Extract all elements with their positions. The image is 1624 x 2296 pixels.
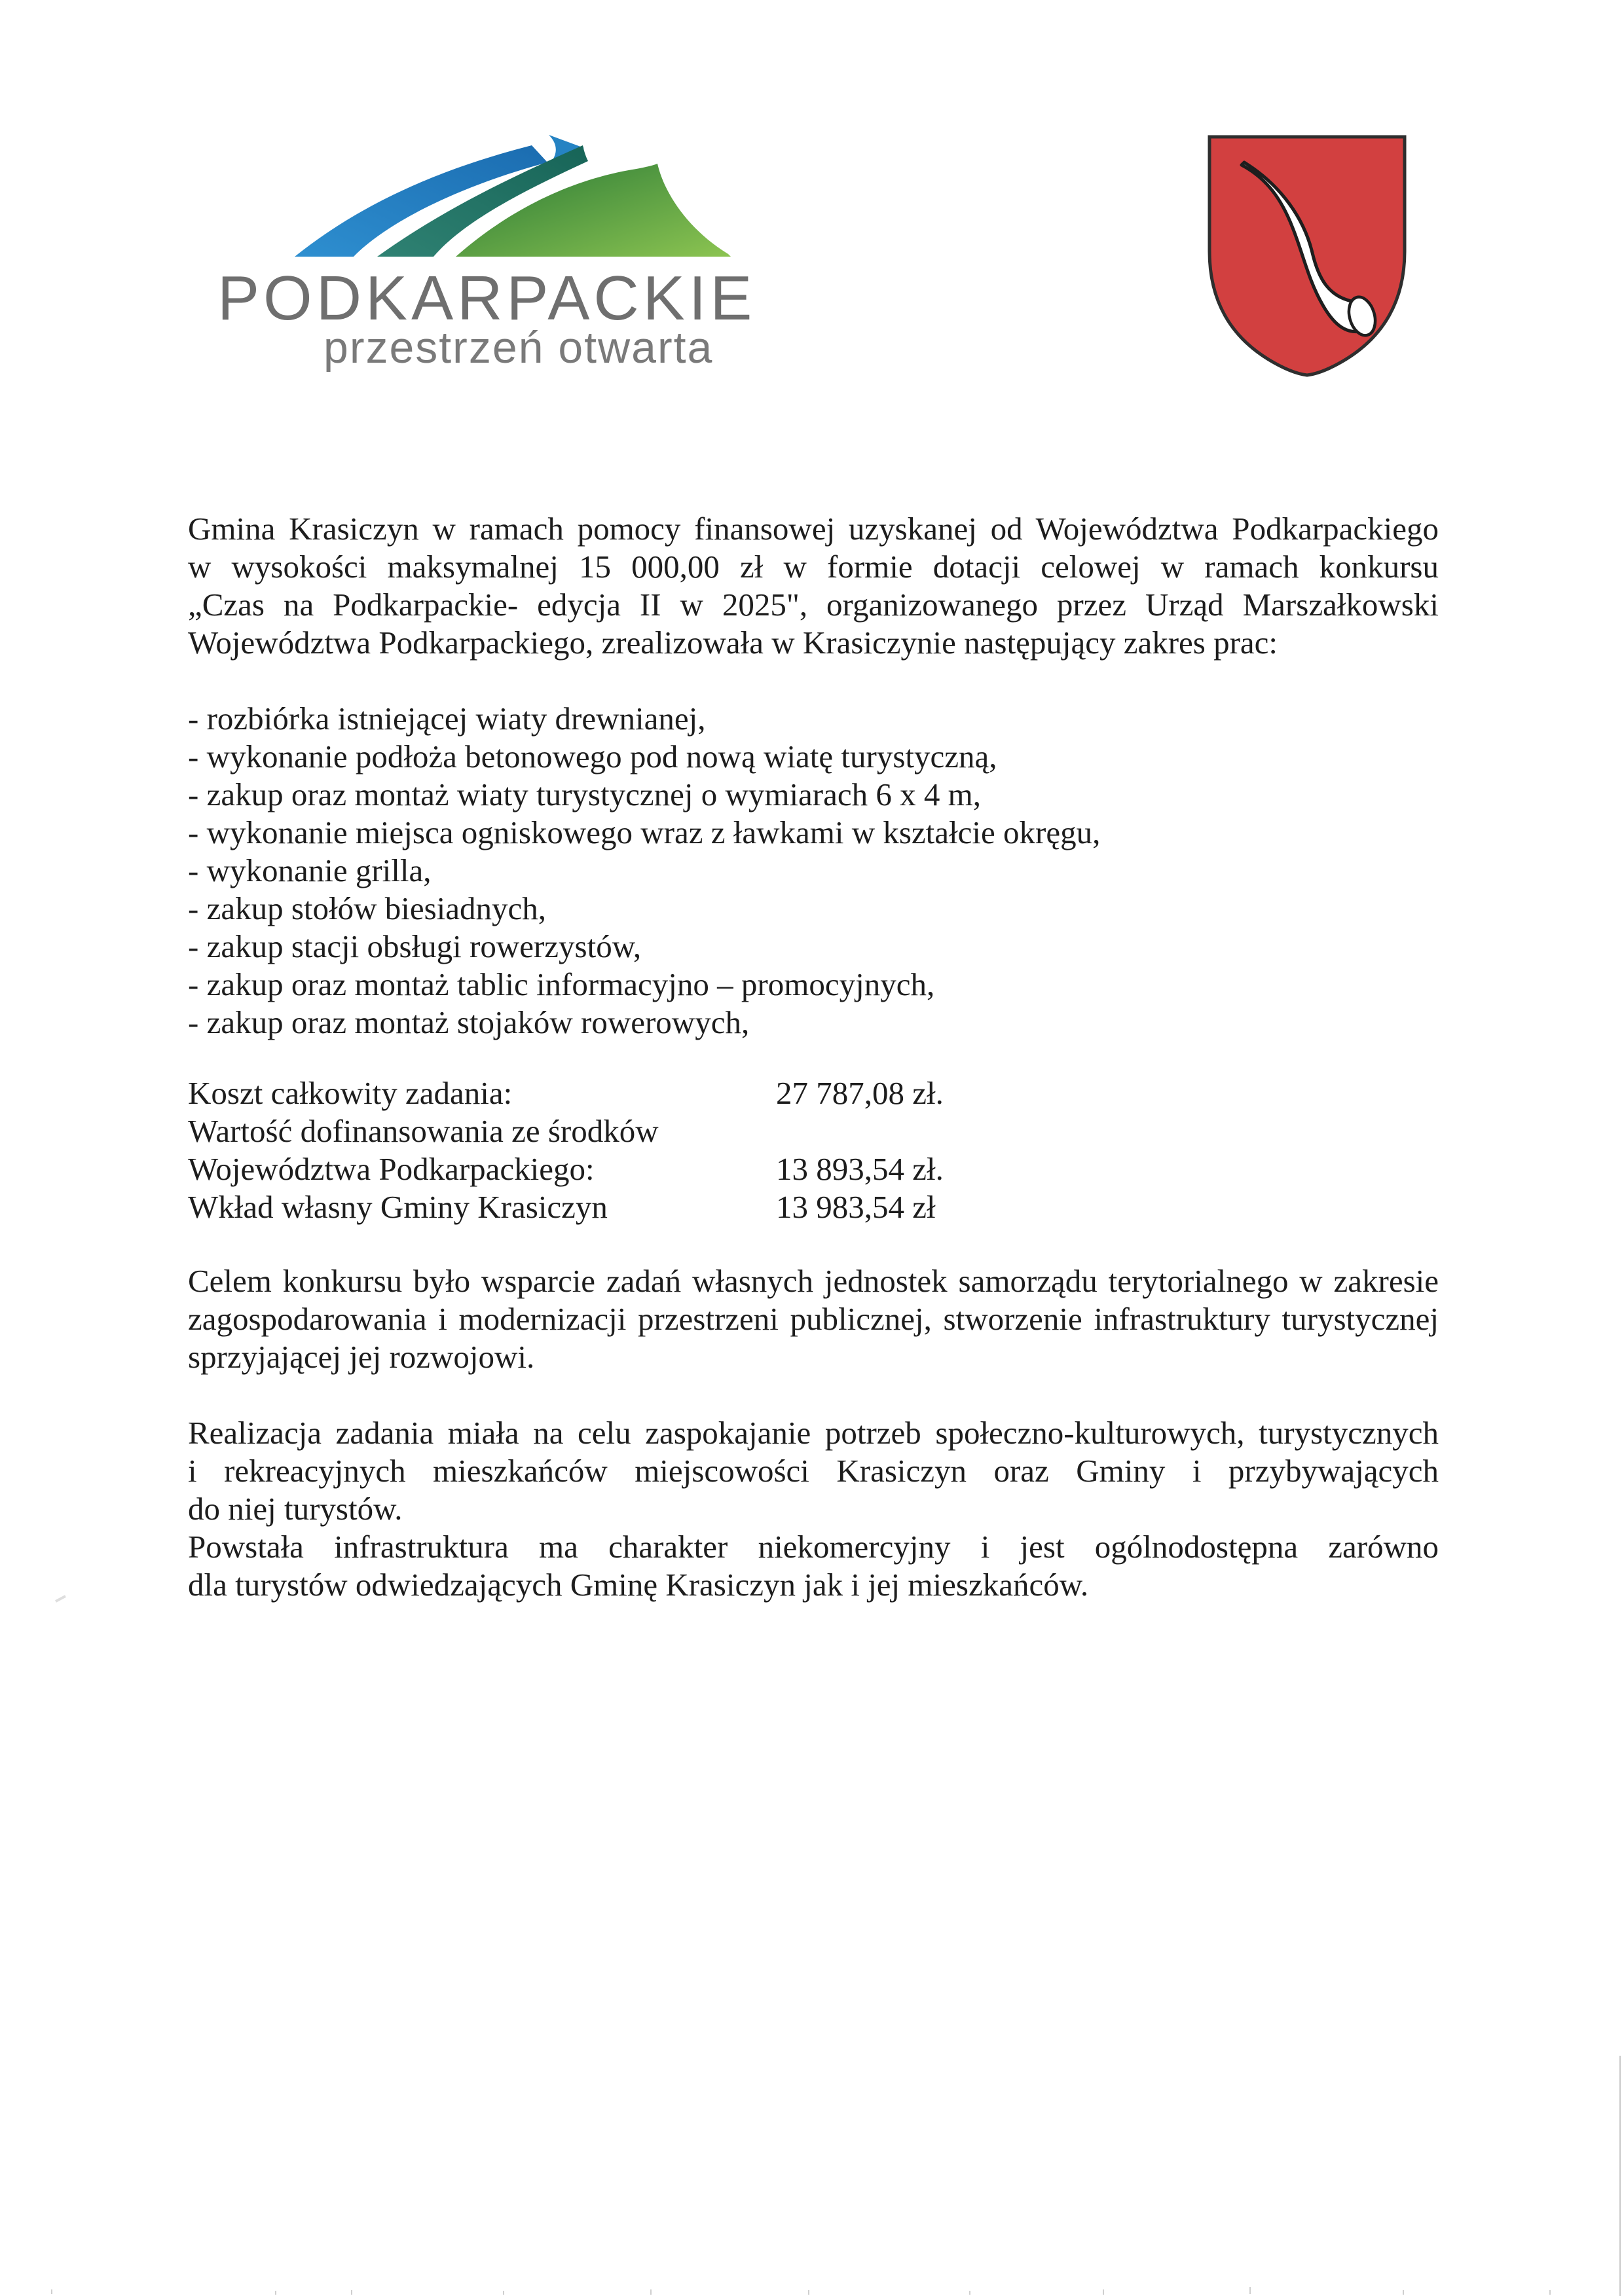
intro-line: w wysokości maksymalnej 15 000,00 zł w formie dotacji celowej w ramach konkursu xyxy=(188,549,1439,585)
cost-value: 13 893,54 zł. xyxy=(776,1151,944,1187)
intro-paragraph xyxy=(188,510,1439,662)
logo-swoosh-icon xyxy=(288,132,740,260)
goal-line: sprzyjającej jej rozwojowi. xyxy=(188,1339,535,1375)
work-item: - zakup oraz montaż wiaty turystycznej o wymiarach 6 x 4 m, xyxy=(188,776,981,812)
cost-row xyxy=(188,1150,1439,1188)
realization-line: do niej turystów. xyxy=(188,1491,403,1527)
scan-tick xyxy=(1403,2290,1404,2295)
cost-row xyxy=(188,1188,1439,1226)
intro-line: Gmina Krasiczyn w ramach pomocy finansowej uzyskanej od Województwa Podkarpackiego xyxy=(188,511,1439,547)
infrastructure-line: Powstała infrastruktura ma charakter niekomercyjny i jest ogólnodostępna zarówno xyxy=(188,1529,1439,1565)
work-item: - zakup oraz montaż tablic informacyjno – promocyjnych, xyxy=(188,966,935,1002)
infrastructure-line: dla turystów odwiedzających Gminę Krasiczyn jak i jej mieszkańców. xyxy=(188,1567,1089,1603)
cost-label: Koszt całkowity zadania: xyxy=(188,1075,513,1111)
scan-tick xyxy=(808,2290,809,2295)
scan-tick xyxy=(351,2290,352,2295)
cost-label: Wkład własny Gminy Krasiczyn xyxy=(188,1189,608,1225)
cost-label: Wartość dofinansowania ze środków xyxy=(188,1113,659,1149)
scan-tick xyxy=(969,2291,970,2295)
goal-paragraph xyxy=(188,1262,1439,1376)
work-item: - rozbiórka istniejącej wiaty drewnianej, xyxy=(188,701,706,737)
goal-line: zagospodarowania i modernizacji przestrzeni publicznej, stworzenie infrastruktury turystycznej xyxy=(188,1301,1439,1337)
work-item: - zakup stołów biesiadnych, xyxy=(188,890,547,926)
scan-edge-line xyxy=(1619,2056,1621,2296)
intro-line: Województwa Podkarpackiego, zrealizowała w Krasiczynie następujący zakres prac: xyxy=(188,625,1278,661)
realization-line: i rekreacyjnych mieszkańców miejscowości Krasiczyn oraz Gminy i przybywających xyxy=(188,1453,1439,1489)
scan-tick xyxy=(51,2289,52,2294)
scan-tick xyxy=(1103,2289,1104,2295)
work-item: - wykonanie miejsca ogniskowego wraz z ławkami w kształcie okręgu, xyxy=(188,814,1101,850)
costs-table xyxy=(188,1074,1439,1226)
krasiczyn-coat-of-arms-icon xyxy=(1205,132,1409,380)
scan-tick xyxy=(1249,2287,1251,2294)
work-item: - zakup stacji obsługi rowerzystów, xyxy=(188,928,642,964)
cost-value: 27 787,08 zł. xyxy=(776,1075,944,1111)
cost-label: Województwa Podkarpackiego: xyxy=(188,1151,595,1187)
cost-row xyxy=(188,1074,1439,1112)
work-item: - wykonanie grilla, xyxy=(188,852,432,888)
cost-row xyxy=(188,1112,1439,1150)
cost-value: 13 983,54 zł xyxy=(776,1189,936,1225)
scan-tick xyxy=(1549,2290,1551,2295)
scan-tick xyxy=(650,2289,652,2295)
realization-line: Realizacja zadania miała na celu zaspokajanie potrzeb społeczno-kulturowych, turystycznych xyxy=(188,1415,1439,1451)
logo-title: PODKARPACKIE xyxy=(217,263,756,333)
work-item: - wykonanie podłoża betonowego pod nową wiatę turystyczną, xyxy=(188,738,997,774)
intro-line: „Czas na Podkarpackie- edycja II w 2025", organizowanego przez Urząd Marszałkowski xyxy=(188,587,1439,623)
realization-paragraphs xyxy=(188,1414,1439,1604)
goal-line: Celem konkursu było wsparcie zadań własnych jednostek samorządu terytorialnego w zakresie xyxy=(188,1263,1439,1299)
scan-tick xyxy=(503,2291,504,2295)
work-item: - zakup oraz montaż stojaków rowerowych, xyxy=(188,1004,750,1040)
work-items-list xyxy=(188,700,1439,1042)
logo-subtitle: przestrzeń otwarta xyxy=(323,323,714,373)
scan-tick xyxy=(275,2291,276,2295)
scan-smudge xyxy=(55,1595,66,1603)
